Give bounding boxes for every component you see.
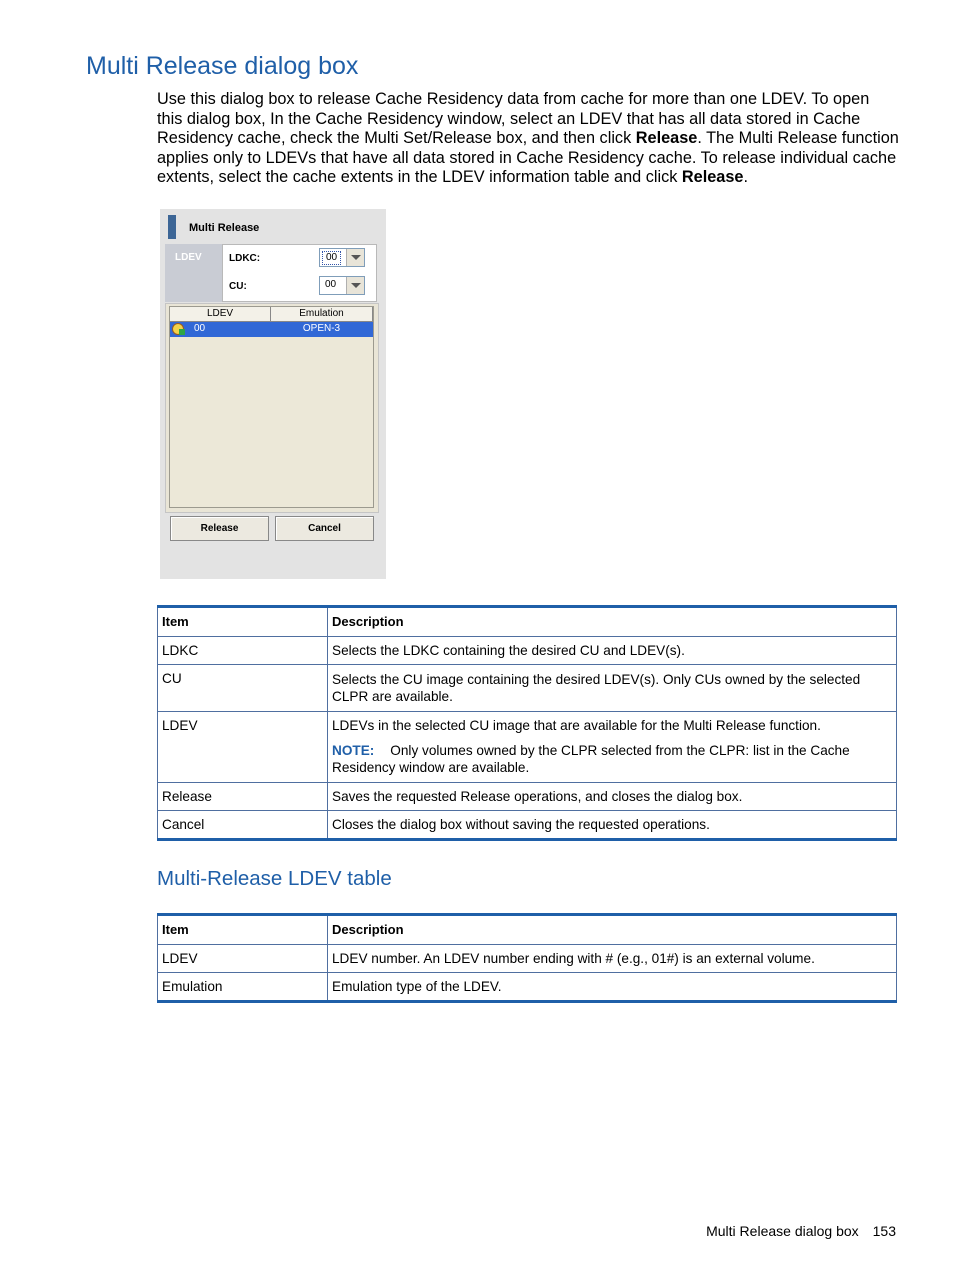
column-header-emulation[interactable]: Emulation [271, 307, 373, 322]
cell-description: Selects the LDKC containing the desired CU and LDEV(s). [328, 637, 897, 665]
intro-text-1: Use this dialog box to release Cache Residency data from cache for more than one LDEV. To open this dialog box, In the Cache Residency window, select an LDEV that has all data stored in Cache Residency cache, check the Multi Set/Release box, and then click [157, 90, 870, 147]
cell-item: LDKC [158, 637, 328, 665]
header-item: Item [158, 915, 328, 945]
page-heading: Multi Release dialog box [86, 52, 359, 80]
volume-icon [172, 323, 184, 335]
table-row [158, 973, 897, 1002]
cu-label: CU: [229, 281, 247, 292]
dialog-items-table [157, 605, 897, 841]
table-row [158, 811, 897, 840]
intro-bold-release-2: Release [681, 168, 744, 186]
cell-description: Closes the dialog box without saving the requested operations. [328, 811, 897, 840]
page-number: 153 [872, 1223, 896, 1239]
cell-item: LDEV [158, 712, 328, 783]
table-header-row [158, 915, 897, 945]
header-item: Item [158, 607, 328, 637]
table-row [158, 945, 897, 973]
cell-description [328, 712, 897, 783]
footer-section-title: Multi Release dialog box [706, 1223, 859, 1239]
cell-item: Release [158, 783, 328, 811]
header-description: Description [328, 915, 897, 945]
ldev-panel [165, 244, 222, 302]
cell-description: LDEV number. An LDEV number ending with # (e.g., 01#) is an external volume. [328, 945, 897, 973]
table-header-row [158, 607, 897, 637]
intro-paragraph [157, 90, 899, 188]
row-ldev: 00 [194, 323, 206, 334]
table-row [158, 783, 897, 811]
intro-text-2: . The Multi Release function applies only to LDEVs that have all data stored in Cache Residency cache. To release individual cache extents, select the cache extents in the LDEV information table and click [157, 129, 899, 186]
table-row [158, 665, 897, 712]
note-text: Only volumes owned by the CLPR selected from the CLPR: list in the Cache Residency window are available. [332, 743, 850, 775]
multi-release-dialog [160, 209, 386, 579]
table-row [158, 637, 897, 665]
section-subheading: Multi-Release LDEV table [157, 867, 392, 890]
ldev-list-body [169, 306, 374, 508]
cell-item: Emulation [158, 973, 328, 1002]
cell-description: Selects the CU image containing the desired LDEV(s). Only CUs owned by the selected CLPR are available. [328, 665, 897, 712]
release-button[interactable]: Release [170, 516, 269, 541]
cancel-button[interactable]: Cancel [275, 516, 374, 541]
ldev-panel-label: LDEV [175, 252, 202, 263]
column-header-ldev[interactable]: LDEV [170, 307, 271, 322]
note [332, 742, 892, 776]
cell-item: Cancel [158, 811, 328, 840]
selection-box [222, 244, 377, 302]
header-description: Description [328, 607, 897, 637]
table-row [158, 712, 897, 783]
intro-text-3: . [743, 168, 748, 186]
page-footer [706, 1223, 896, 1239]
row-emulation: OPEN-3 [302, 323, 341, 334]
list-item[interactable] [170, 322, 373, 337]
cell-item: CU [158, 665, 328, 712]
cell-description: Emulation type of the LDEV. [328, 973, 897, 1002]
intro-bold-release-1: Release [635, 129, 698, 147]
note-label: NOTE: [332, 743, 375, 758]
chevron-down-icon[interactable] [346, 277, 364, 294]
description-text: LDEVs in the selected CU image that are available for the Multi Release function. [332, 718, 821, 733]
ldkc-select[interactable] [319, 248, 365, 267]
ldev-fields-table [157, 913, 897, 1003]
cell-description: Saves the requested Release operations, and closes the dialog box. [328, 783, 897, 811]
title-accent-bar [168, 215, 176, 239]
ldkc-value: 00 [322, 251, 341, 265]
ldkc-label: LDKC: [229, 253, 261, 264]
chevron-down-icon[interactable] [346, 249, 364, 266]
cu-select[interactable] [319, 276, 365, 295]
ldev-list [165, 303, 379, 513]
cell-item: LDEV [158, 945, 328, 973]
cu-value: 00 [325, 279, 337, 290]
dialog-title: Multi Release [189, 222, 260, 234]
